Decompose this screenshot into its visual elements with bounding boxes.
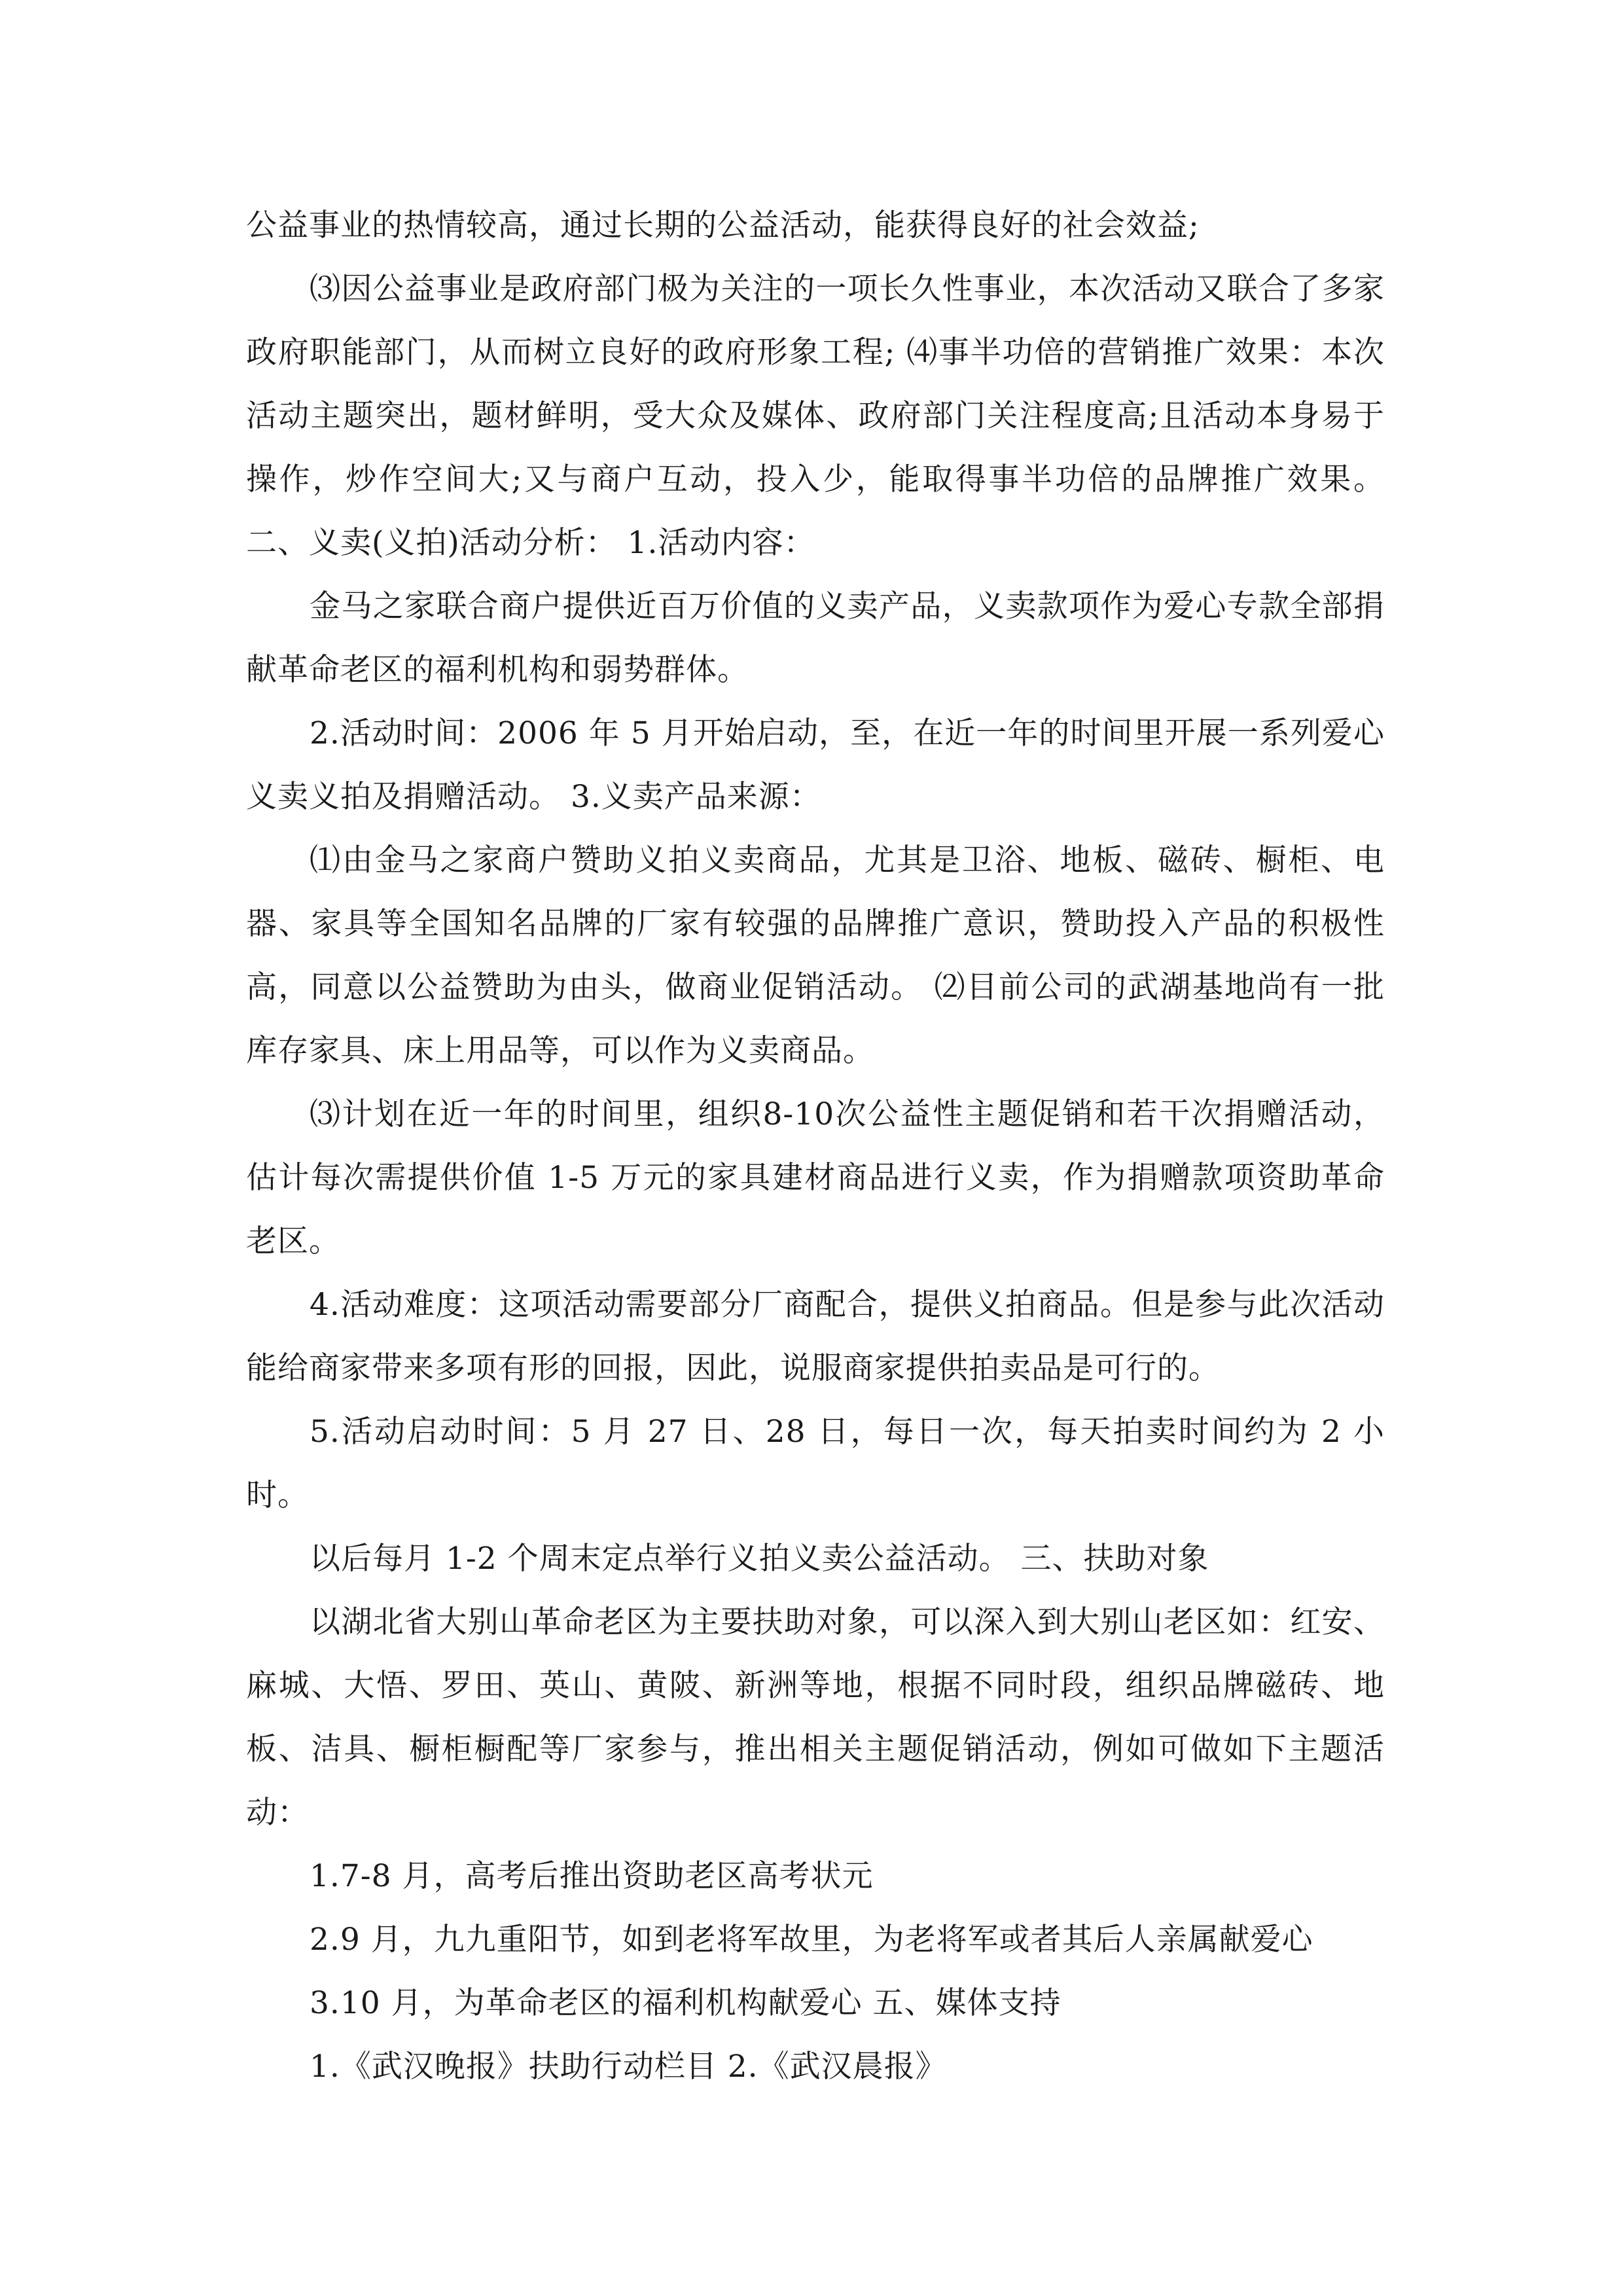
- paragraph-8: 5.活动启动时间：5 月 27 日、28 日，每日一次，每天拍卖时间约为 2 小时。: [246, 1414, 1385, 1513]
- paragraph-14: 1.《武汉晚报》扶助行动栏目 2.《武汉晨报》: [310, 2049, 947, 2085]
- paragraph-2: ⑶因公益事业是政府部门极为关注的一项长久性事业，本次活动又联合了多家政府职能部门，从而树立良好的政府形象工程; ⑷事半功倍的营销推广效果：本次活动主题突出，题材鲜明，受大众及媒体、政府部门关注程度高;且活动本身易于操作，炒作空间大;又与商户互动，投入少，能取得事半功倍的品牌推广效果。 二、义卖(义拍)活动分析： 1.活动内容：: [246, 271, 1385, 561]
- paragraph-3: 金马之家联合商户提供近百万价值的义卖产品，义卖款项作为爱心专款全部捐献革命老区的福利机构和弱势群体。: [246, 588, 1385, 688]
- paragraph-4: 2.活动时间：2006 年 5 月开始启动，至，在近一年的时间里开展一系列爱心义卖义拍及捐赠活动。 3.义卖产品来源：: [246, 715, 1385, 815]
- paragraph-6: ⑶计划在近一年的时间里，组织8-10次公益性主题促销和若干次捐赠活动，估计每次需提供价值 1-5 万元的家具建材商品进行义卖，作为捐赠款项资助革命老区。: [246, 1096, 1385, 1259]
- paragraph-1: 公益事业的热情较高，通过长期的公益活动，能获得良好的社会效益;: [246, 207, 1200, 243]
- paragraph-13: 3.10 月，为革命老区的福利机构献爱心 五、媒体支持: [310, 1985, 1061, 2021]
- paragraph-9: 以后每月 1-2 个周末定点举行义拍义卖公益活动。 三、扶助对象: [310, 1541, 1209, 1577]
- paragraph-7: 4.活动难度：这项活动需要部分厂商配合，提供义拍商品。但是参与此次活动能给商家带来多项有形的回报，因此，说服商家提供拍卖品是可行的。: [246, 1287, 1385, 1386]
- document-body: [246, 194, 1385, 2098]
- paragraph-11: 1.7-8 月，高考后推出资助老区高考状元: [310, 1858, 874, 1894]
- paragraph-12: 2.9 月，九九重阳节，如到老将军故里，为老将军或者其后人亲属献爱心: [310, 1922, 1313, 1958]
- paragraph-5: ⑴由金马之家商户赞助义拍义卖商品，尤其是卫浴、地板、磁砖、橱柜、电器、家具等全国知名品牌的厂家有较强的品牌推广意识，赞助投入产品的积极性高，同意以公益赞助为由头，做商业促销活动。 ⑵目前公司的武湖基地尚有一批库存家具、床上用品等，可以作为义卖商品。: [246, 842, 1385, 1069]
- paragraph-10: 以湖北省大别山革命老区为主要扶助对象，可以深入到大别山老区如：红安、麻城、大悟、罗田、英山、黄陂、新洲等地，根据不同时段，组织品牌磁砖、地板、洁具、橱柜橱配等厂家参与，推出相关主题促销活动，例如可做如下主题活动：: [246, 1604, 1385, 1831]
